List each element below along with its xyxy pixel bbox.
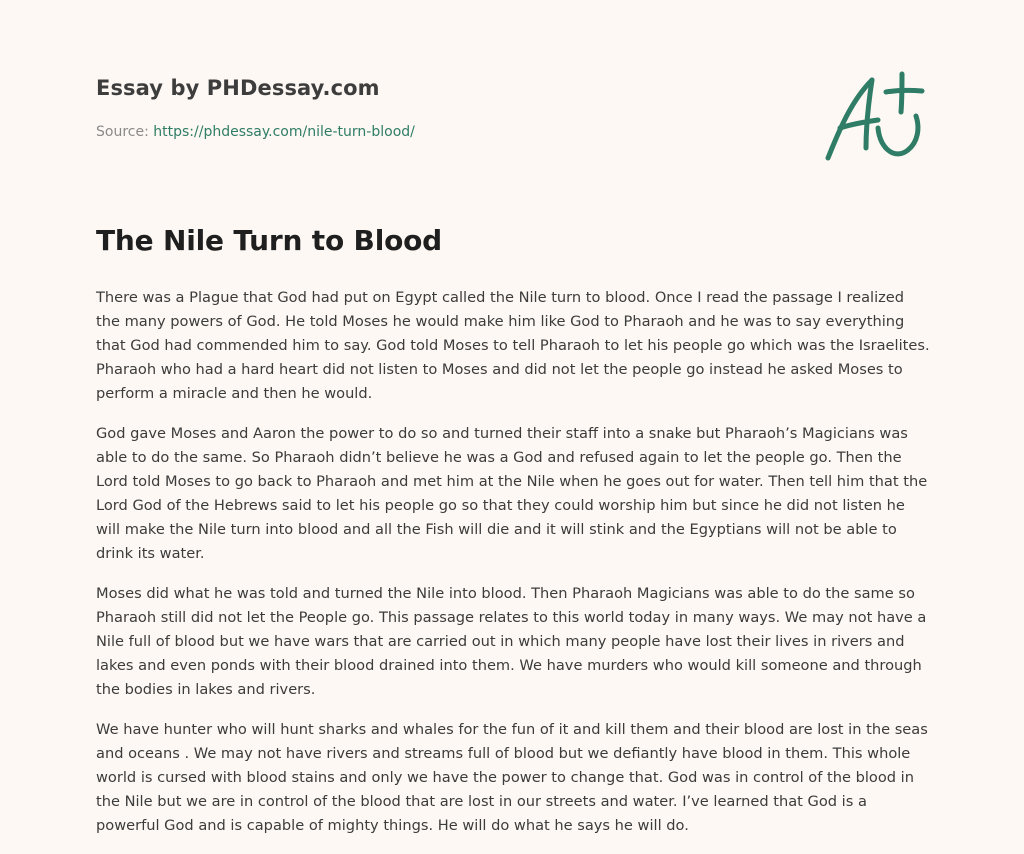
essay-paragraph: We have hunter who will hunt sharks and whales for the fun of it and kill them and their blood are lost in the seas and oceans . We may not have rivers and streams full of blood but we defiantly have blood in them. This whole world is cursed with blood stains and only we have the power to change that. God was in control of the blood in the Nile but we are in control of the blood that are lost in our streets and water. I’ve learned that God is a powerful God and is capable of mighty things. He will do what he says he will do. bbox=[96, 721, 928, 834]
site-brand: Essay by PHDessay.com bbox=[96, 76, 380, 100]
essay-body bbox=[96, 286, 932, 854]
a-plus-grade-icon bbox=[822, 66, 932, 166]
essay-paragraph: Moses did what he was told and turned the Nile into blood. Then Pharaoh Magicians was able to do the same so Pharaoh still did not let the People go. This passage relates to this world today in many ways. We may not have a Nile full of blood but we have wars that are carried out in which many people have lost their lives in rivers and lakes and even ponds with their blood drained into them. We have murders who would kill someone and through the bodies in lakes and rivers. bbox=[96, 585, 927, 698]
source-link[interactable]: https://phdessay.com/nile-turn-blood/ bbox=[153, 124, 415, 140]
source-label: Source: bbox=[96, 124, 154, 140]
essay-paragraph: There was a Plague that God had put on Egypt called the Nile turn to blood. Once I read the passage I realized the many powers of God. He told Moses he would make him like God to Pharaoh and he was to say everything that God had commended him to say. God told Moses to tell Pharaoh to let his people go which was the Israelites. Pharaoh who had a hard heart did not listen to Moses and did not let the people go instead he asked Moses to perform a miracle and then he would. bbox=[96, 289, 930, 402]
essay-paragraph: God gave Moses and Aaron the power to do so and turned their staff into a snake but Pharaoh’s Magicians was able to do the same. So Pharaoh didn’t believe he was a God and refused again to let the people go. Then the Lord told Moses to go back to Pharaoh and met him at the Nile when he goes out for water. Then tell him that the Lord God of the Hebrews said to let his people go so that they could worship him but since he did not listen he will make the Nile turn into blood and all the Fish will die and it will stink and the Egyptians will not be able to drink its water. bbox=[96, 425, 928, 562]
essay-title: The Nile Turn to Blood bbox=[96, 224, 443, 257]
source-line bbox=[96, 124, 415, 140]
